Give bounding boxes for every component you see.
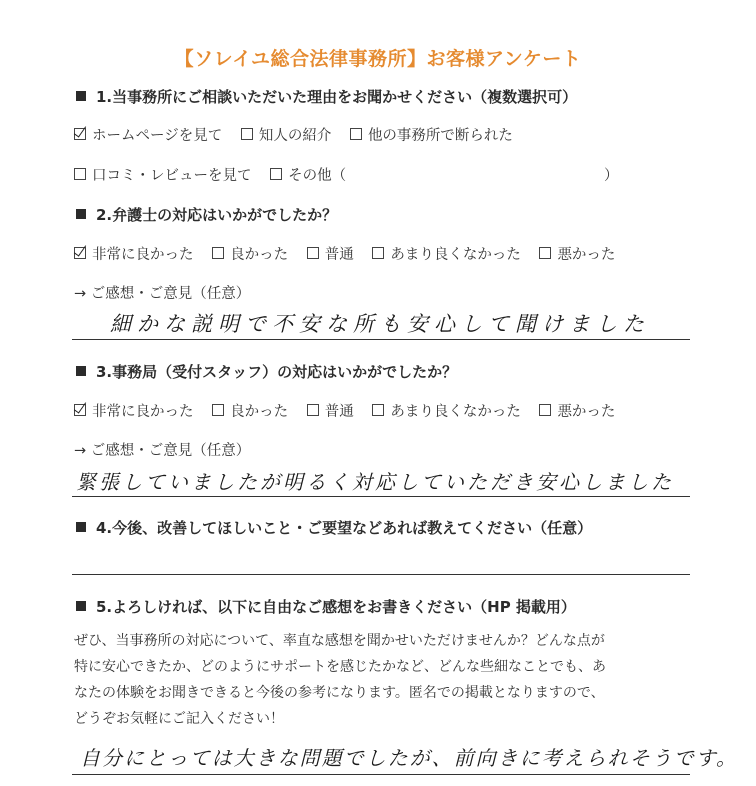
option-reviews[interactable]: 口コミ・レビューを見て <box>74 164 252 185</box>
option-very-good[interactable]: 非常に良かった <box>74 243 194 264</box>
checkbox-icon[interactable] <box>241 128 253 140</box>
question-3-comment-label: → ご感想・ご意見（任意） <box>74 443 251 459</box>
option-very-good[interactable]: 非常に良かった <box>74 400 194 421</box>
square-bullet-icon <box>76 209 86 219</box>
question-5-text: 5.よろしければ、以下に自由なご感想をお書きください（HP 掲載用） <box>96 598 576 616</box>
checkbox-icon[interactable] <box>74 168 86 180</box>
checkbox-icon[interactable] <box>350 128 362 140</box>
checkbox-icon[interactable] <box>212 247 224 259</box>
question-4-heading <box>76 517 592 538</box>
option-other[interactable]: その他（ <box>270 164 346 185</box>
instruction-line: どうぞお気軽にご記入ください！ <box>74 711 284 727</box>
square-bullet-icon <box>76 366 86 376</box>
checkbox-checked-icon[interactable] <box>74 247 86 259</box>
question-3-text: 3.事務局（受付スタッフ）の対応はいかがでしたか？ <box>96 363 458 381</box>
option-homepage[interactable]: ホームページを見て <box>74 124 222 145</box>
square-bullet-icon <box>76 522 86 532</box>
question-3-options <box>74 400 629 421</box>
instruction-line: ぜひ、当事務所の対応について、率直な感想を聞かせいただけませんか？どんな点が <box>74 633 605 649</box>
instruction-line: 特に安心できたか、どのようにサポートを感じたかなど、どんな些細なことでも、あ <box>74 659 606 675</box>
checkbox-checked-icon[interactable] <box>74 128 86 140</box>
square-bullet-icon <box>76 601 86 611</box>
checkbox-icon[interactable] <box>372 404 384 416</box>
checkbox-icon[interactable] <box>307 247 319 259</box>
question-2-heading <box>76 204 337 225</box>
square-bullet-icon <box>76 91 86 101</box>
option-good[interactable]: 良かった <box>212 400 288 421</box>
question-2-answer-line[interactable] <box>72 339 690 340</box>
option-bad[interactable]: 悪かった <box>539 243 615 264</box>
option-good[interactable]: 良かった <box>212 243 288 264</box>
option-not-good[interactable]: あまり良くなかった <box>372 243 521 264</box>
question-4-text: 4.今後、改善してほしいこと・ご要望などあれば教えてください（任意） <box>96 519 593 537</box>
checkbox-icon[interactable] <box>212 404 224 416</box>
question-5-heading <box>76 596 576 617</box>
question-2-handwritten-answer: 細かな説明で不安な所も安心して聞けました <box>110 312 650 336</box>
question-3-heading <box>76 361 457 382</box>
question-4-answer-line[interactable] <box>72 574 690 575</box>
question-3-answer-line[interactable] <box>72 496 690 497</box>
question-3-handwritten-answer: 緊張していましたが明るく対応していただき安心しました <box>76 470 674 494</box>
option-referral[interactable]: 知人の紹介 <box>241 124 332 145</box>
checkbox-icon[interactable] <box>270 168 282 180</box>
checkbox-icon[interactable] <box>539 247 551 259</box>
instruction-line: なたの体験をお聞きできると今後の参考になります。匿名での掲載となりますので、 <box>74 685 605 701</box>
question-2-options <box>74 243 629 264</box>
question-1-options-row-2 <box>74 164 360 185</box>
checkbox-icon[interactable] <box>372 247 384 259</box>
question-2-text: 2.弁護士の対応はいかがでしたか？ <box>96 206 338 224</box>
question-1-text: 1.当事務所にご相談いただいた理由をお聞かせください（複数選択可） <box>96 88 578 106</box>
question-1-options-row-1 <box>74 124 527 145</box>
option-bad[interactable]: 悪かった <box>539 400 615 421</box>
option-not-good[interactable]: あまり良くなかった <box>372 400 521 421</box>
question-5-handwritten-answer: 自分にとっては大きな問題でしたが、前向きに考えられそうです。 <box>80 746 738 770</box>
question-5-instructions <box>74 628 694 732</box>
checkbox-icon[interactable] <box>539 404 551 416</box>
option-rejected-elsewhere[interactable]: 他の事務所で断られた <box>350 124 513 145</box>
question-1-heading <box>76 86 577 107</box>
checkbox-icon[interactable] <box>307 404 319 416</box>
checkbox-checked-icon[interactable] <box>74 404 86 416</box>
other-close-paren: ） <box>604 168 619 184</box>
option-average[interactable]: 普通 <box>307 400 354 421</box>
question-5-answer-line[interactable] <box>72 774 690 775</box>
survey-title: 【ソレイユ総合法律事務所】お客様アンケート <box>174 48 582 70</box>
option-average[interactable]: 普通 <box>307 243 354 264</box>
question-2-comment-label: → ご感想・ご意見（任意） <box>74 286 251 302</box>
